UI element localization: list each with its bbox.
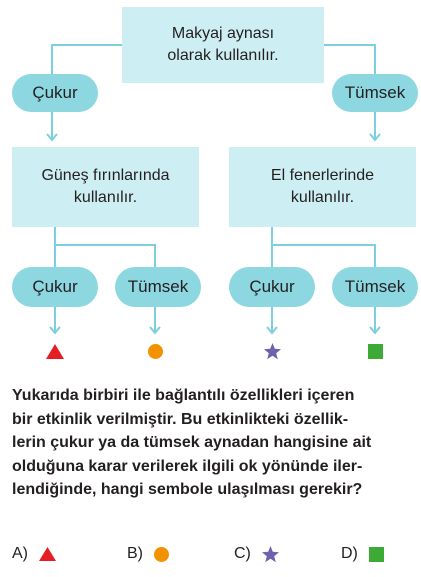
left-box (12, 147, 199, 227)
bottom-pill-3: Çukur (229, 267, 315, 307)
question-line: bir etkinlik verilmiştir. Bu etkinlikteki özellik- (12, 410, 349, 428)
square-icon (368, 546, 385, 563)
bottom-pill-1: Çukur (12, 267, 98, 307)
question-line: olduğuna karar verilerek ilgili ok yönünde iler- (12, 457, 363, 475)
circle-icon (147, 343, 164, 360)
option-d[interactable] (341, 545, 385, 563)
square-icon (367, 343, 384, 360)
answer-options (12, 545, 417, 567)
option-b-label: B) (127, 545, 143, 562)
circle-icon (153, 546, 170, 563)
question-line: Yukarıda birbiri ile bağlantılı özellikleri içeren (12, 387, 355, 404)
branch-pill-right: Tümsek (332, 74, 418, 112)
branch-pill-left: Çukur (12, 74, 98, 112)
top-box-line2: olarak kullanılır. (167, 47, 279, 64)
star-icon (261, 545, 280, 563)
top-box-line1: Makyaj aynası (171, 25, 275, 42)
option-a[interactable] (12, 545, 57, 563)
option-c-label: C) (234, 545, 251, 562)
right-box-line2: kullanılır. (290, 189, 355, 206)
bottom-pill-4: Tümsek (332, 267, 418, 307)
option-d-label: D) (341, 545, 358, 562)
star-icon (263, 342, 282, 360)
triangle-icon (38, 546, 57, 562)
top-box (122, 7, 324, 83)
option-c[interactable] (234, 545, 280, 563)
right-box (229, 147, 416, 227)
left-box-line1: Güneş fırınlarında (41, 167, 170, 184)
question-line: lendiğinde, hangi sembole ulaşılması gerekir? (12, 481, 363, 498)
question-line: lerin çukur ya da tümsek aynadan hangisine ait (12, 434, 372, 451)
triangle-icon (45, 343, 65, 360)
right-box-line1: El fenerlerinde (270, 167, 375, 184)
bottom-pill-2: Tümsek (115, 267, 201, 307)
option-b[interactable] (127, 545, 170, 563)
option-a-label: A) (12, 545, 28, 562)
question-text (12, 384, 416, 502)
left-box-line2: kullanılır. (73, 189, 138, 206)
